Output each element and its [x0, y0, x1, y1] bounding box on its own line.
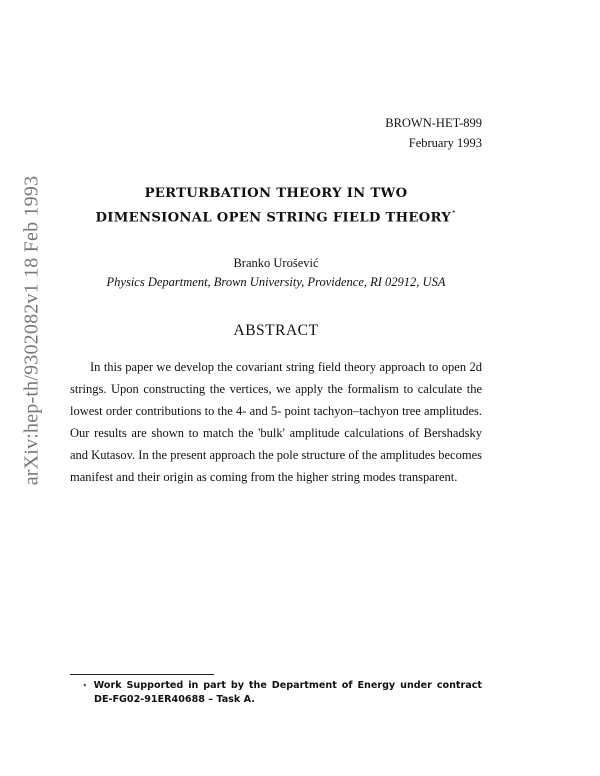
footnote-line-2: DE-FG02-91ER40688 – Task A.	[94, 694, 255, 705]
footnote	[82, 679, 482, 706]
abstract-line: lowest order contributions to the 4- and 5- point tachyon–tachyon tree amplitudes.	[70, 404, 482, 418]
abstract-line: and Kutasov. In the present approach the pole structure of the amplitudes becomes	[70, 448, 482, 462]
abstract-heading: ABSTRACT	[233, 322, 319, 339]
title-line-2	[70, 204, 482, 228]
report-info	[385, 113, 482, 153]
author-affiliation: Physics Department, Brown University, Providence, RI 02912, USA	[106, 275, 446, 289]
footnote-rule	[70, 674, 214, 675]
title-line-2-text: DIMENSIONAL OPEN STRING FIELD THEORY	[95, 210, 452, 226]
footnote-line-1	[82, 679, 482, 693]
title-line-1: PERTURBATION THEORY IN TWO	[144, 186, 408, 201]
report-date: February 1993	[408, 136, 482, 150]
abstract-line: strings. Upon constructing the vertices, we apply the formalism to calculate the	[70, 382, 482, 396]
abstract-body	[70, 356, 482, 488]
abstract-line: manifest and their origin as coming from the higher string modes transparent.	[70, 470, 458, 484]
abstract-line: In this paper we develop the covariant string field theory approach to open 2d	[90, 360, 482, 374]
footnote-marker: ⋆	[82, 681, 88, 691]
paper-title	[70, 184, 482, 228]
arxiv-id-text: arXiv:hep-th/9302082v1 18 Feb 1993	[20, 175, 43, 485]
footnote-text-1: Work Supported in part by the Department of Energy under contract	[93, 680, 482, 691]
abstract-line: Our results are shown to match the 'bulk' amplitude calculations of Bershadsky	[70, 426, 482, 440]
title-footnote-marker: ⋆	[451, 207, 457, 216]
report-number: BROWN-HET-899	[385, 116, 482, 130]
author-name: Branko Urošević	[233, 256, 319, 270]
arxiv-identifier	[17, 120, 47, 540]
